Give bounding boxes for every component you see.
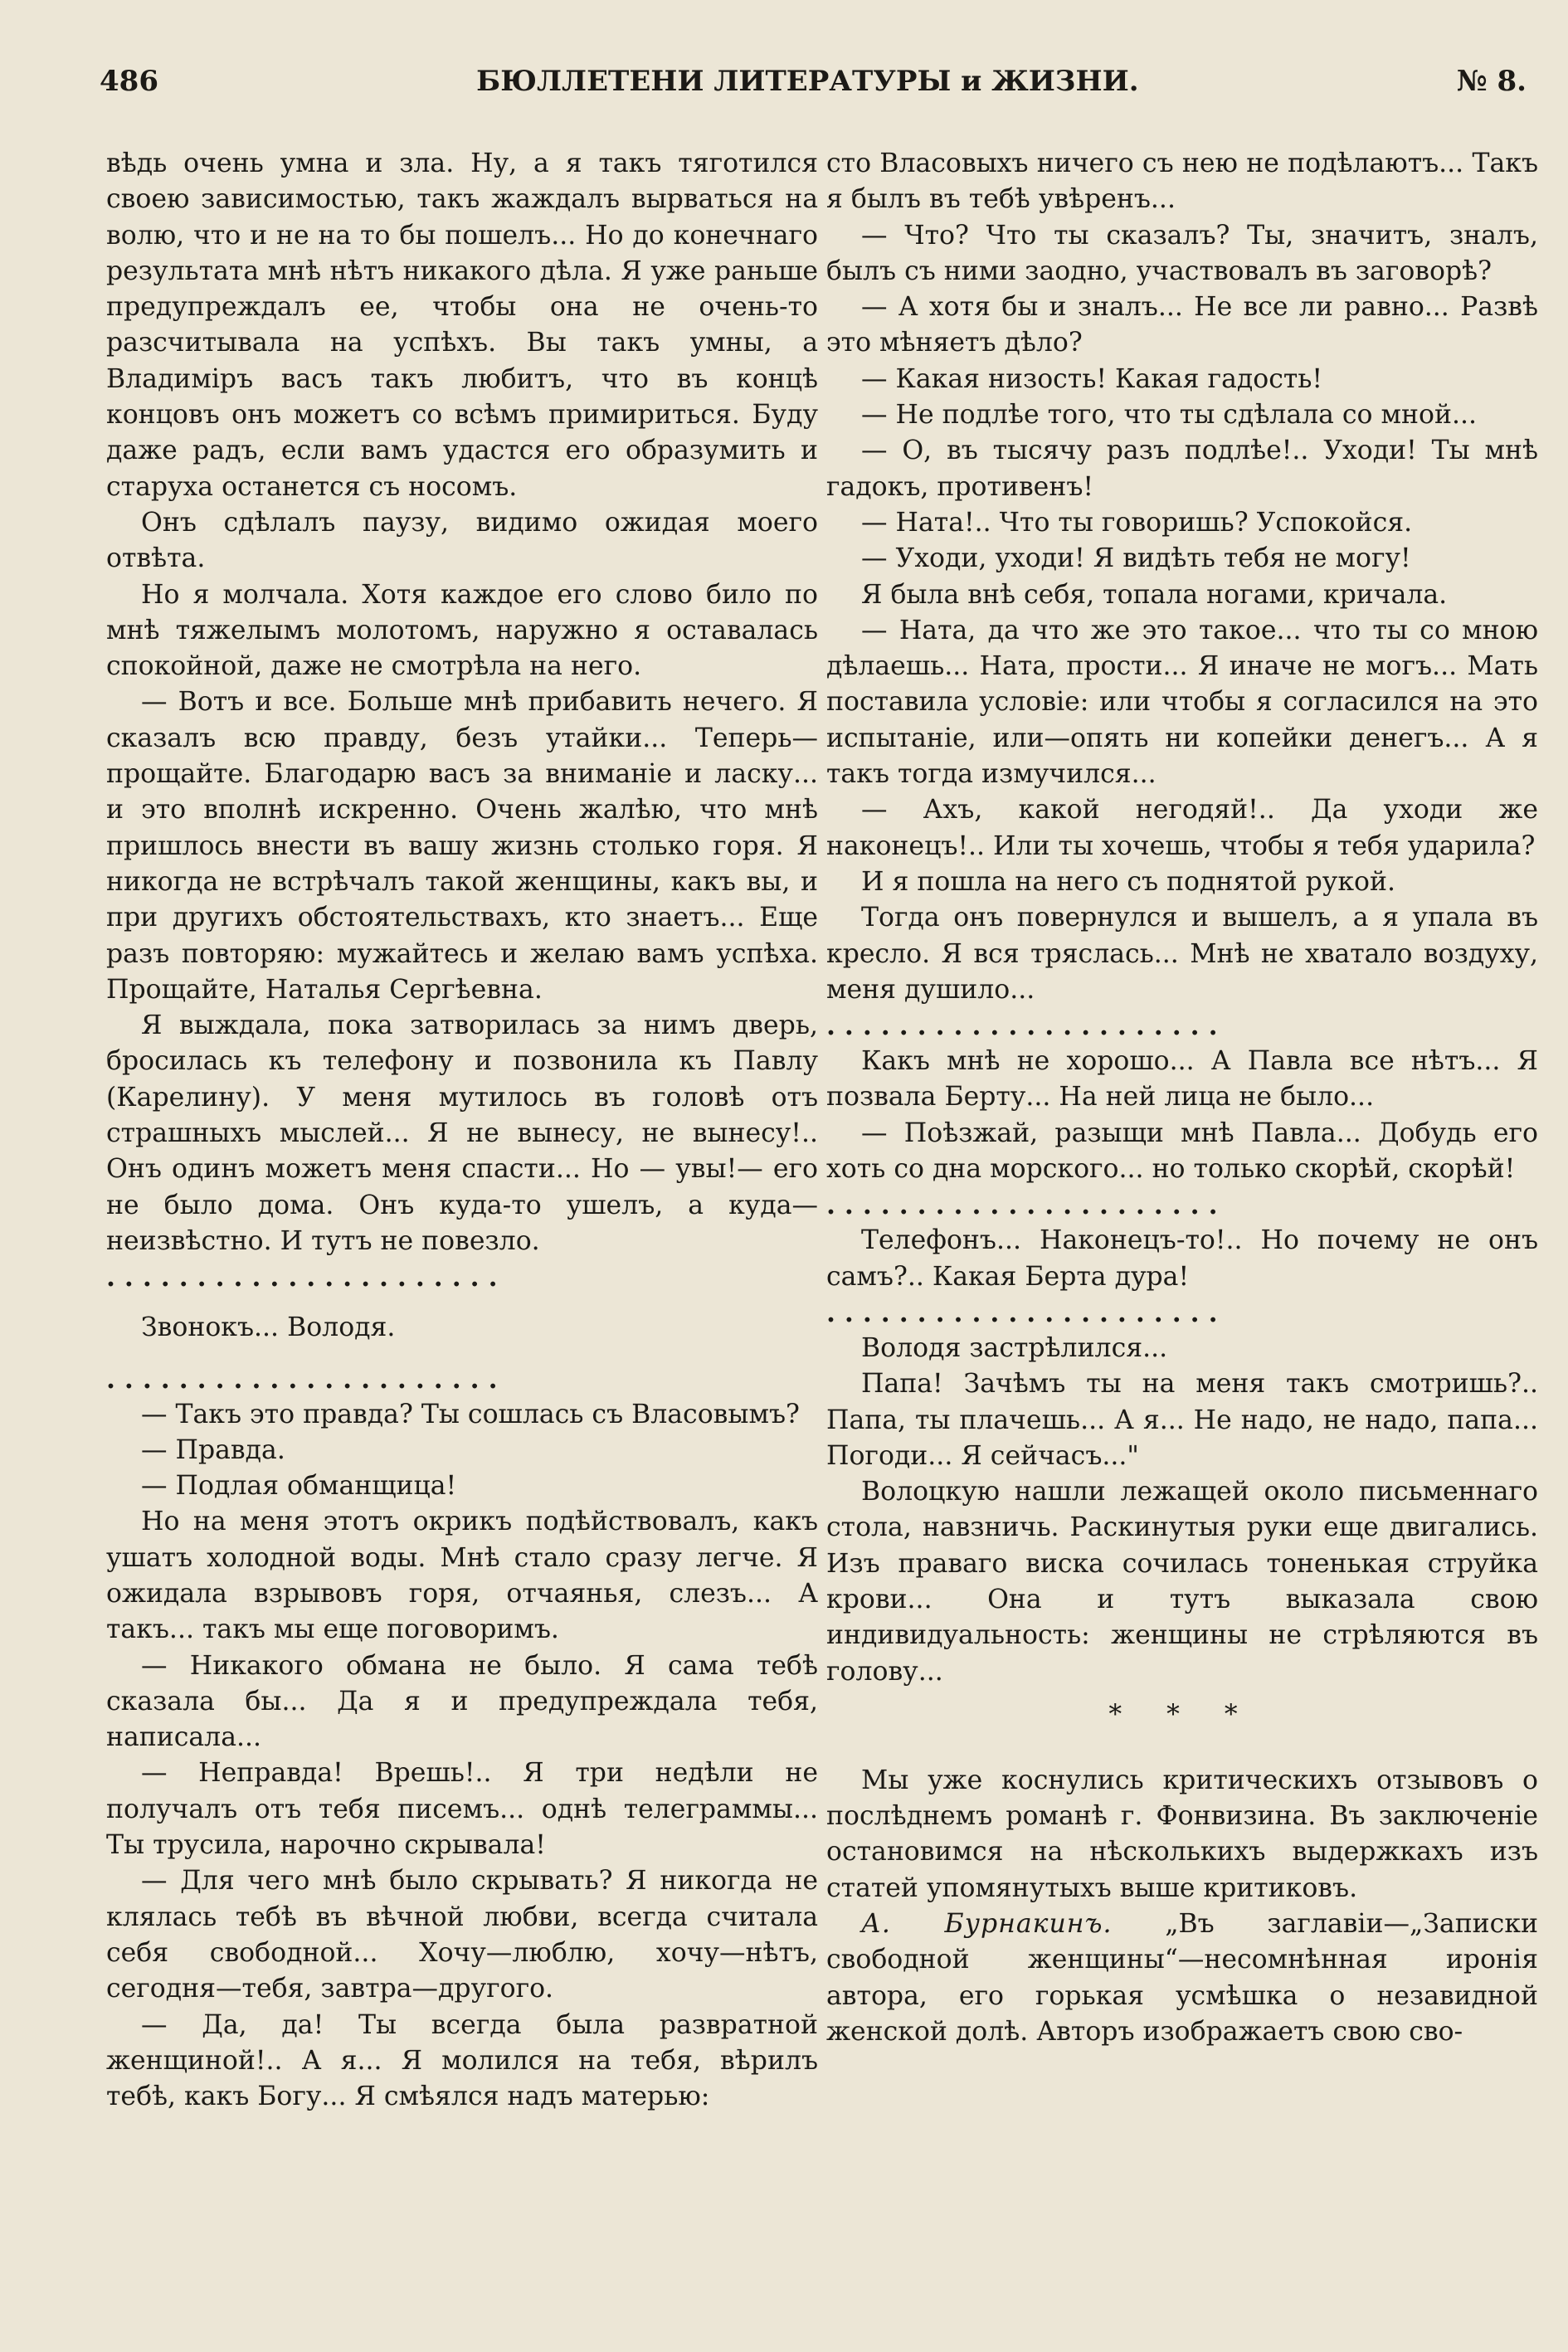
paragraph: Но на меня этотъ окрикъ подѣйствовалъ, какъ ушатъ холодной воды. Мнѣ стало сразу легче. Я ожидала взрывовъ горя, отчаянья, слезъ... А такъ... такъ мы еще поговоримъ. bbox=[106, 1507, 818, 1645]
paragraph: — Не подлѣе того, что ты сдѣлала со мной... bbox=[861, 400, 1478, 431]
paragraph: — А хотя бы и зналъ... Не все ли равно... Развѣ это мѣняетъ дѣло? bbox=[826, 292, 1538, 358]
paragraph: — Такъ это правда? Ты сошлась съ Власовымъ? bbox=[141, 1399, 800, 1429]
paragraph: — Правда. bbox=[141, 1434, 285, 1465]
paragraph: вѣдь очень умна и зла. Ну, а я такъ тяготился своею зависимостью, такъ жаждалъ вырваться на волю, что и не на то бы пошелъ... Но до конечнаго результата мнѣ нѣтъ никакого дѣла. Я уже раньше предупреждалъ ее, чтобы она не очень-то разсчитывала на успѣхъ. Вы такъ умны, а Владиміръ васъ такъ любитъ, что въ концѣ концовъ онъ можетъ со всѣмъ примириться. Буду даже радъ, если вамъ удастся его образумить и старуха останется съ носомъ. bbox=[106, 149, 818, 502]
spacer bbox=[826, 1748, 1538, 1763]
paragraph: Я выждала, пока затворилась за нимъ дверь, бросилась къ телефону и позвонила къ Павлу (Карелину). У меня мутилось въ головѣ отъ страшныхъ мыслей... Я не вынесу, не вынесу!.. Онъ одинъ можетъ меня спасти... Но — увы!— его не было дома. Онъ куда-то ушелъ, а куда—неизвѣстно. И тутъ не повезло. bbox=[106, 1010, 818, 1256]
section-break-dots: . . . . . . . . . . . . . . . . . . . . . . bbox=[826, 1190, 1218, 1221]
paragraph: Мы уже коснулись критическихъ отзывовъ о послѣднемъ романѣ г. Фонвизина. Въ заключеніе остановимся на нѣсколькихъ выдержкахъ изъ статей упомянутыхъ выше критиковъ. bbox=[826, 1765, 1538, 1903]
paragraph: — Да, да! Ты всегда была развратной женщиной!.. А я... Я молился на тебя, вѣрилъ тебѣ, какъ Богу... Я смѣялся надъ матерью: bbox=[106, 2009, 818, 2112]
paragraph: — Уходи, уходи! Я видѣть тебя не могу! bbox=[861, 543, 1411, 574]
paragraph: Тогда онъ повернулся и вышелъ, а я упала въ кресло. Я вся тряслась... Мнѣ не хватало воздуху, меня душило... bbox=[826, 903, 1538, 1005]
spacer bbox=[106, 1346, 818, 1361]
paragraph: — Ната!.. Что ты говоришь? Успокойся. bbox=[861, 507, 1413, 538]
review-paragraph bbox=[826, 1906, 1538, 2050]
paragraph: Папа! Зачѣмъ ты на меня такъ смотришь?.. Папа, ты плачешь... А я... Не надо, не надо, папа... Погоди... Я сейчасъ..." bbox=[826, 1369, 1538, 1471]
running-header bbox=[100, 65, 1527, 114]
paragraph: — О, въ тысячу разъ подлѣе!.. Уходи! Ты мнѣ гадокъ, противенъ! bbox=[826, 436, 1538, 502]
section-break-dots: . . . . . . . . . . . . . . . . . . . . . . bbox=[106, 1363, 498, 1395]
paragraph: — Для чего мнѣ было скрывать? Я никогда не клялась тебѣ въ вѣчной любви, всегда считала себя свободной... Хочу—люблю, хочу—нѣтъ, сегодня—тебя, завтра—другого. bbox=[106, 1866, 818, 2004]
paragraph: Но я молчала. Хотя каждое его слово било по мнѣ тяжелымъ молотомъ, наружно я оставалась спокойной, даже не смотрѣла на него. bbox=[106, 579, 818, 682]
paragraph: — Ахъ, какой негодяй!.. Да уходи же наконецъ!.. Или ты хочешь, чтобы я тебя ударила? bbox=[826, 795, 1538, 861]
paragraph: — Никакого обмана не было. Я сама тебѣ сказала бы... Да я и предупреждала тебя, написала... bbox=[106, 1650, 818, 1753]
paragraph: — Какая низость! Какая гадость! bbox=[861, 363, 1323, 394]
paragraph: — Вотъ и все. Больше мнѣ прибавить нечего. Я сказалъ всю правду, безъ утайки... Теперь—прощайте. Благодарю васъ за вниманіе и ласку... и это вполнѣ искренно. Очень жалѣю, что мнѣ пришлось внести въ вашу жизнь столько горя. Я никогда не встрѣчалъ такой женщины, какъ вы, и при другихъ обстоятельствахъ, кто знаетъ... Еще разъ повторяю: мужайтесь и желаю вамъ успѣха. Прощайте, Наталья Сергѣевна. bbox=[106, 687, 818, 1005]
running-title: БЮЛЛЕТЕНИ ЛИТЕРАТУРЫ и ЖИЗНИ. bbox=[476, 65, 1139, 98]
review-text: „Въ заглавіи—„Записки свободной женщины“—несомнѣнная иронія автора, его горькая усмѣшка о незавидной женской долѣ. Авторъ изображаетъ свою сво- bbox=[826, 1909, 1539, 2047]
paragraph: — Ната, да что же это такое... что ты со мною дѣлаешь... Ната, прости... Я иначе не могъ... Мать поставила условіе: или чтобы я согласился на это испытаніе, или—опять ни копейки денегъ... А я такъ тогда измучился... bbox=[826, 615, 1538, 790]
section-break-dots: . . . . . . . . . . . . . . . . . . . . . . bbox=[826, 1297, 1218, 1328]
page-number: 486 bbox=[100, 65, 158, 98]
section-break-dots: . . . . . . . . . . . . . . . . . . . . . . bbox=[826, 1010, 1218, 1042]
critic-name: А. Бурнакинъ. bbox=[861, 1909, 1113, 1940]
paragraph: — Неправда! Врешь!.. Я три недѣли не получалъ отъ тебя писемъ... однѣ телеграммы... Ты трусила, нарочно скрывала! bbox=[106, 1758, 818, 1861]
section-break-dots: . . . . . . . . . . . . . . . . . . . . . . bbox=[106, 1262, 498, 1293]
paragraph: И я пошла на него съ поднятой рукой. bbox=[861, 866, 1395, 897]
paragraph: Онъ сдѣлалъ паузу, видимо ожидая моего отвѣта. bbox=[106, 507, 818, 574]
paragraph: Телефонъ... Наконецъ-то!.. Но почему не онъ самъ?.. Какая Берта дура! bbox=[826, 1225, 1538, 1292]
paragraph: Я была внѣ себя, топала ногами, кричала. bbox=[861, 579, 1448, 610]
paragraph: — Поѣзжай, разыщи мнѣ Павла... Добудь его хоть со дна морского... но только скорѣй, скорѣй! bbox=[826, 1118, 1538, 1185]
paragraph: — Что? Что ты сказалъ? Ты, значитъ, зналъ, былъ съ ними заодно, участвовалъ въ заговорѣ? bbox=[826, 220, 1538, 286]
paragraph: Волоцкую нашли лежащей около письменнаго стола, навзничь. Раскинутыя руки еще двигались. Изъ праваго виска сочилась тоненькая струйка крови... Она и тутъ выказала свою индивидуальность: женщины не стрѣляются въ голову... bbox=[826, 1477, 1538, 1687]
paragraph: Какъ мнѣ не хорошо... А Павла все нѣтъ... Я позвала Берту... На ней лица не было... bbox=[826, 1046, 1538, 1113]
right-column bbox=[826, 146, 1538, 2050]
paragraph: Володя застрѣлился... bbox=[861, 1332, 1168, 1363]
left-column bbox=[106, 146, 818, 2115]
spacer bbox=[106, 1295, 818, 1310]
paragraph: сто Власовыхъ ничего съ нею не подѣлаютъ... Такъ я былъ въ тебѣ увѣренъ... bbox=[826, 149, 1538, 215]
section-stars: * * * bbox=[1108, 1699, 1256, 1730]
paragraph: — Подлая обманщица! bbox=[141, 1471, 457, 1502]
issue-number: № 8. bbox=[1456, 65, 1527, 98]
paragraph: Звонокъ... Володя. bbox=[141, 1312, 396, 1343]
